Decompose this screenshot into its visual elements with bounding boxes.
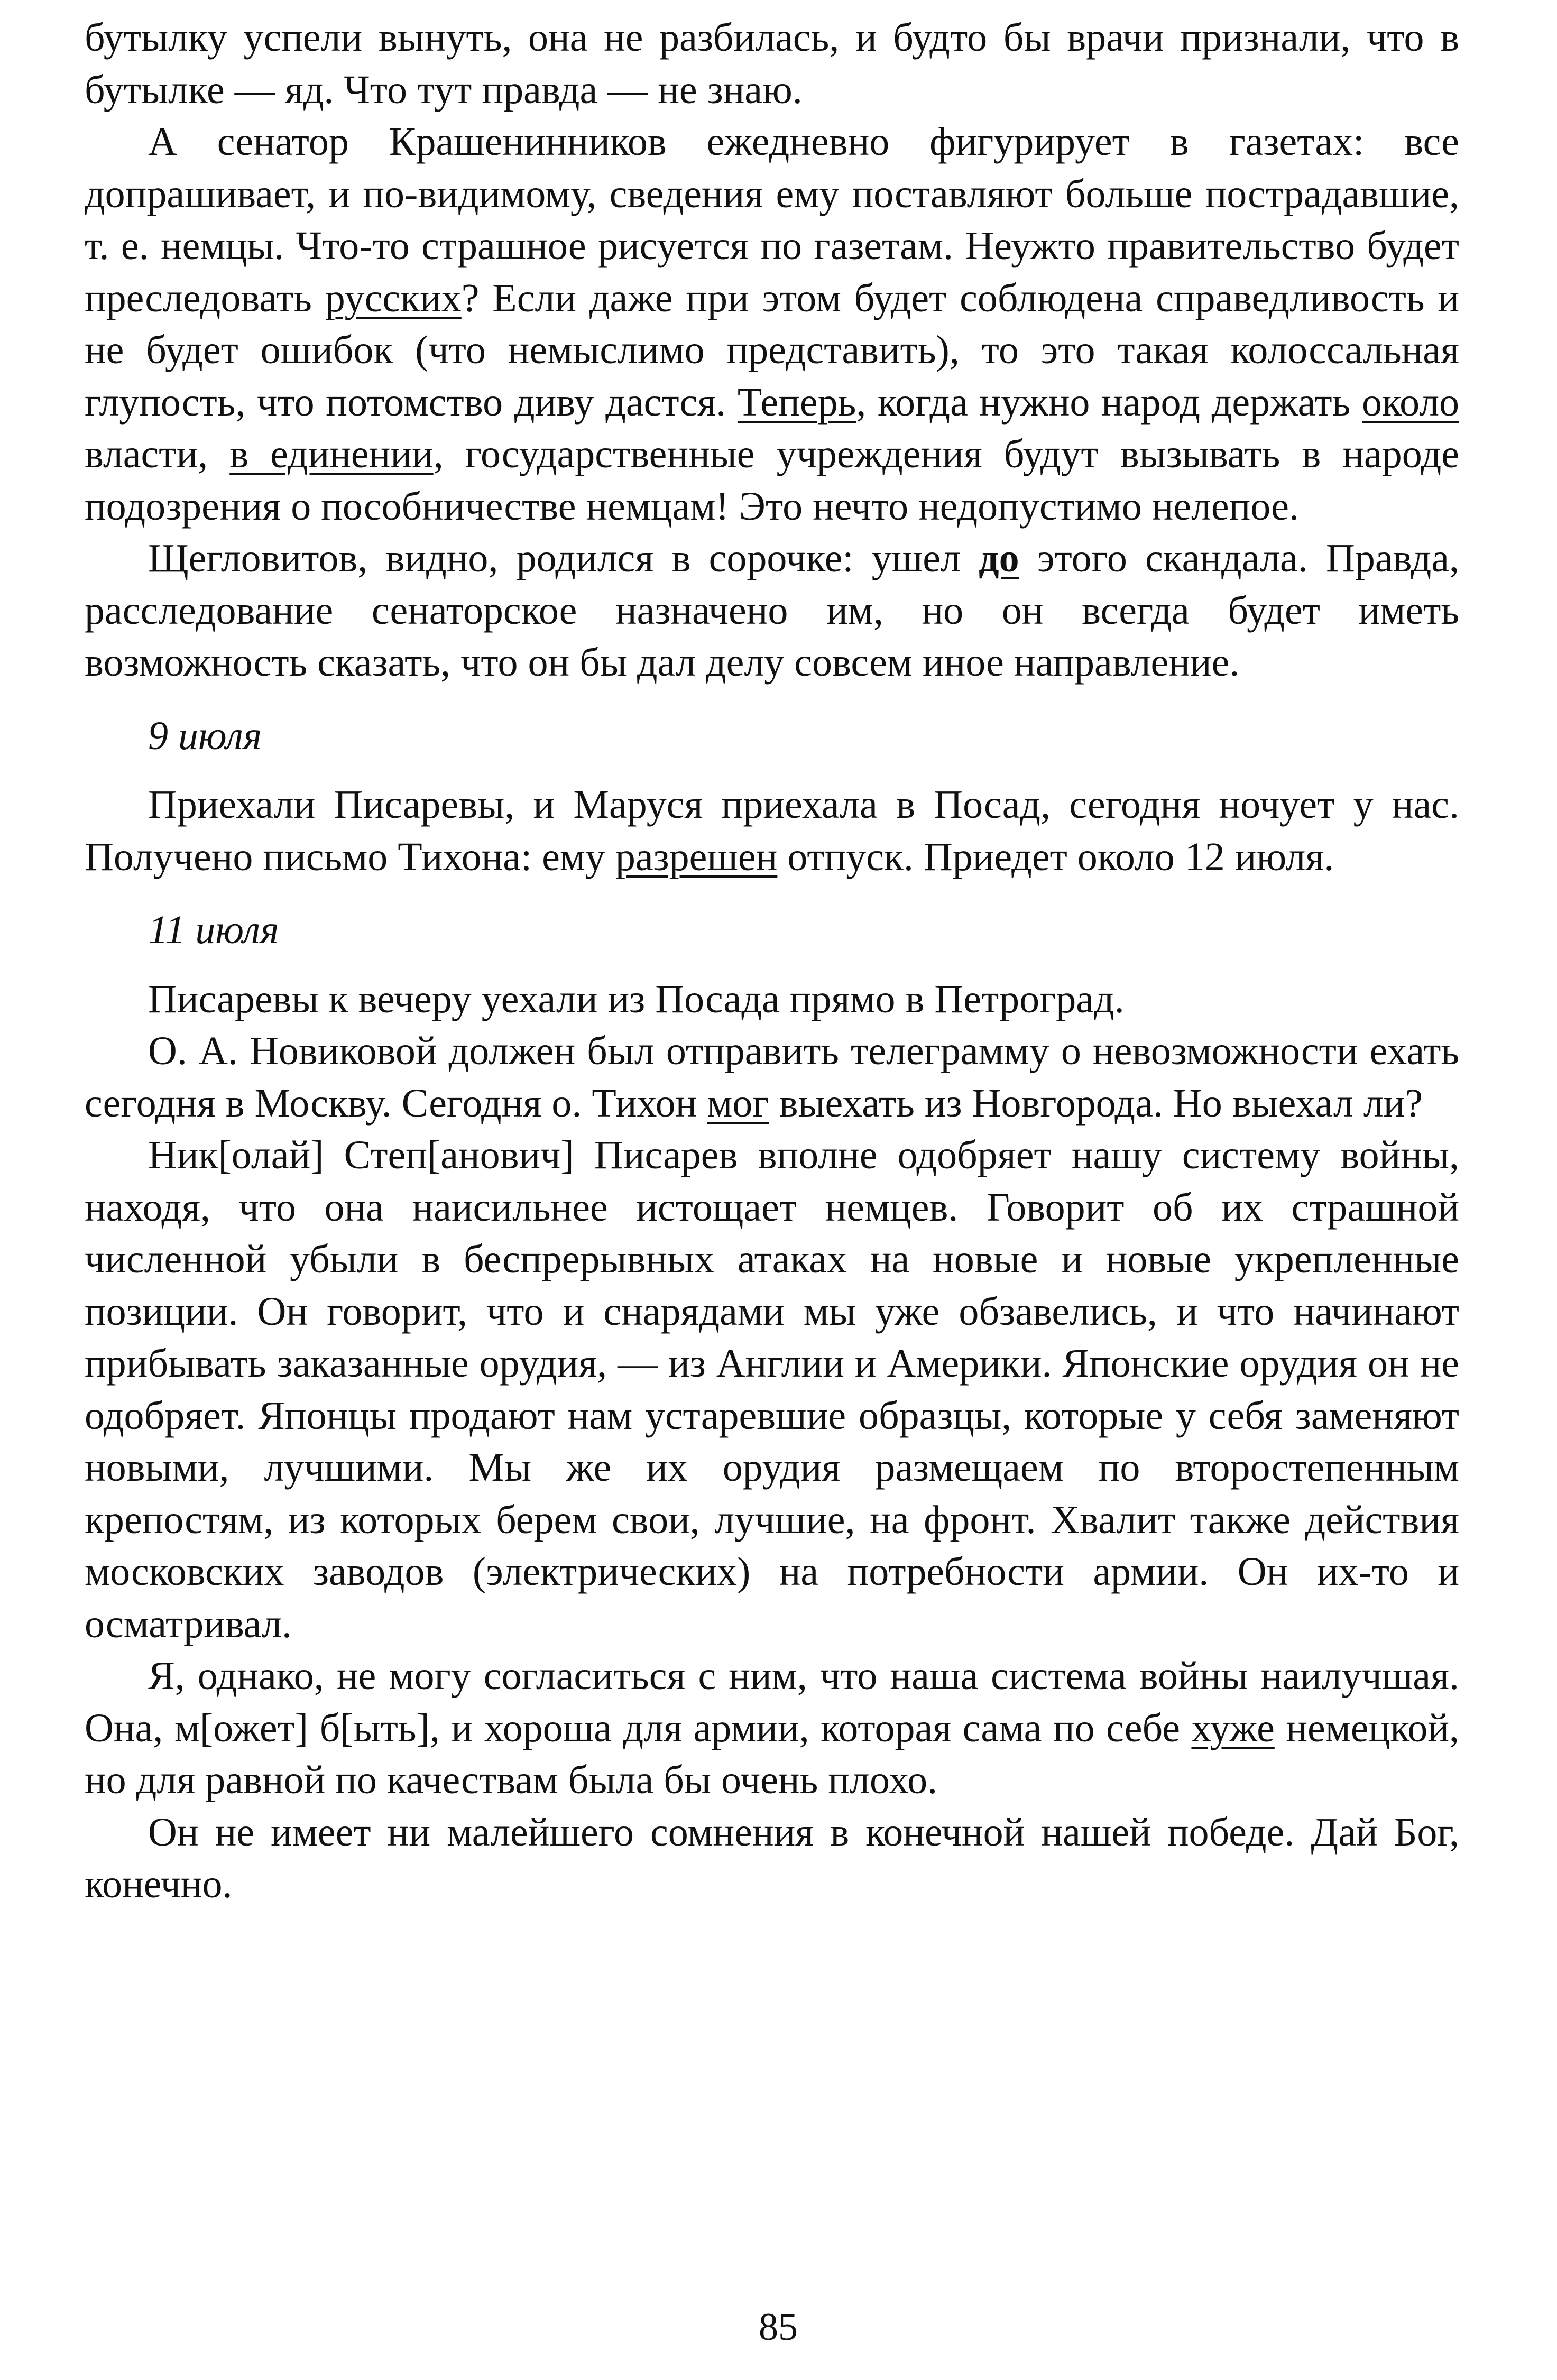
underlined-word: хуже: [1191, 1705, 1275, 1750]
paragraph: Я, однако, не могу согласиться с ним, что наша система войны наилучшая. Она, м[ожет] б[ыть], и хороша для армии, которая сама по себе хуже немецкой, но для равной по качествам была бы очень плохо.: [85, 1654, 1459, 1802]
paragraph: бутылку успели вынуть, она не разбилась, и будто бы врачи признали, что в бутылке — яд. Что тут правда — не знаю.: [85, 15, 1459, 112]
paragraph: Он не имеет ни малейшего сомнения в конечной нашей победе. Дай Бог, конечно.: [85, 1810, 1459, 1906]
body-text: [85, 12, 1459, 1911]
paragraph: Щегловитов, видно, родился в сорочке: ушел до этого скандала. Правда, расследование сенаторское назначено им, но он всегда будет иметь возможность сказать, что он бы дал делу совсем иное направление.: [85, 536, 1459, 685]
underlined-word: Теперь: [737, 380, 856, 425]
paragraph: Ник[олай] Степ[анович] Писарев вполне одобряет нашу систему войны, находя, что она наисильнее истощает немцев. Говорит об их страшной численной убыли в беспрерывных атаках на новые и новые укрепленные позиции. Он говорит, что и снарядами мы уже обзавелись, и что начинают прибывать заказанные орудия, — из Англии и Америки. Японские орудия он не одобряет. Японцы продают нам устаревшие образцы, которые у себя заменяют новыми, лучшими. Мы же их орудия размещаем по второстепенным крепостям, из которых берем свои, лучшие, на фронт. Хвалит также действия московских заводов (электрических) на потребности армии. Он их-то и осматривал.: [85, 1133, 1459, 1646]
paragraph: Писаревы к вечеру уехали из Посада прямо в Петроград.: [148, 976, 1125, 1021]
paragraph: О. А. Новиковой должен был отправить телеграмму о невозможности ехать сегодня в Москву. Сегодня о. Тихон мог выехать из Новгорода. Но выехал ли?: [85, 1029, 1459, 1126]
date-heading: 11 июля: [148, 908, 279, 952]
date-heading: 9 июля: [148, 713, 262, 758]
underlined-word: разрешен: [615, 834, 778, 879]
page-number: 85: [759, 2305, 798, 2349]
paragraph: А сенатор Крашенинников ежедневно фигурирует в газетах: все допрашивает, и по-видимому, сведения ему поставляют больше пострадавшие, т. е. немцы. Что-то страшное рисуется по газетам. Неужто правительство будет преследовать русских? Если даже при этом будет соблюдена справедливость и не будет ошибок (что немыслимо представить), то это такая колоссальная глупость, что потомство диву дастся. Теперь, когда нужно народ держать около власти, в единении, государственные учреждения будут вызывать в народе подозрения о пособничестве немцам! Это нечто недопустимо нелепое.: [85, 119, 1460, 529]
underlined-word: в единении: [229, 432, 434, 476]
paragraph: Приехали Писаревы, и Маруся приехала в Посад, сегодня ночует у нас. Получено письмо Тихона: ему разрешен отпуск. Приедет около 12 июля.: [85, 782, 1459, 879]
underlined-word: до: [979, 536, 1019, 580]
underlined-word: около: [1362, 380, 1459, 425]
underlined-word: мог: [707, 1081, 769, 1126]
underlined-word: русских: [325, 275, 462, 320]
